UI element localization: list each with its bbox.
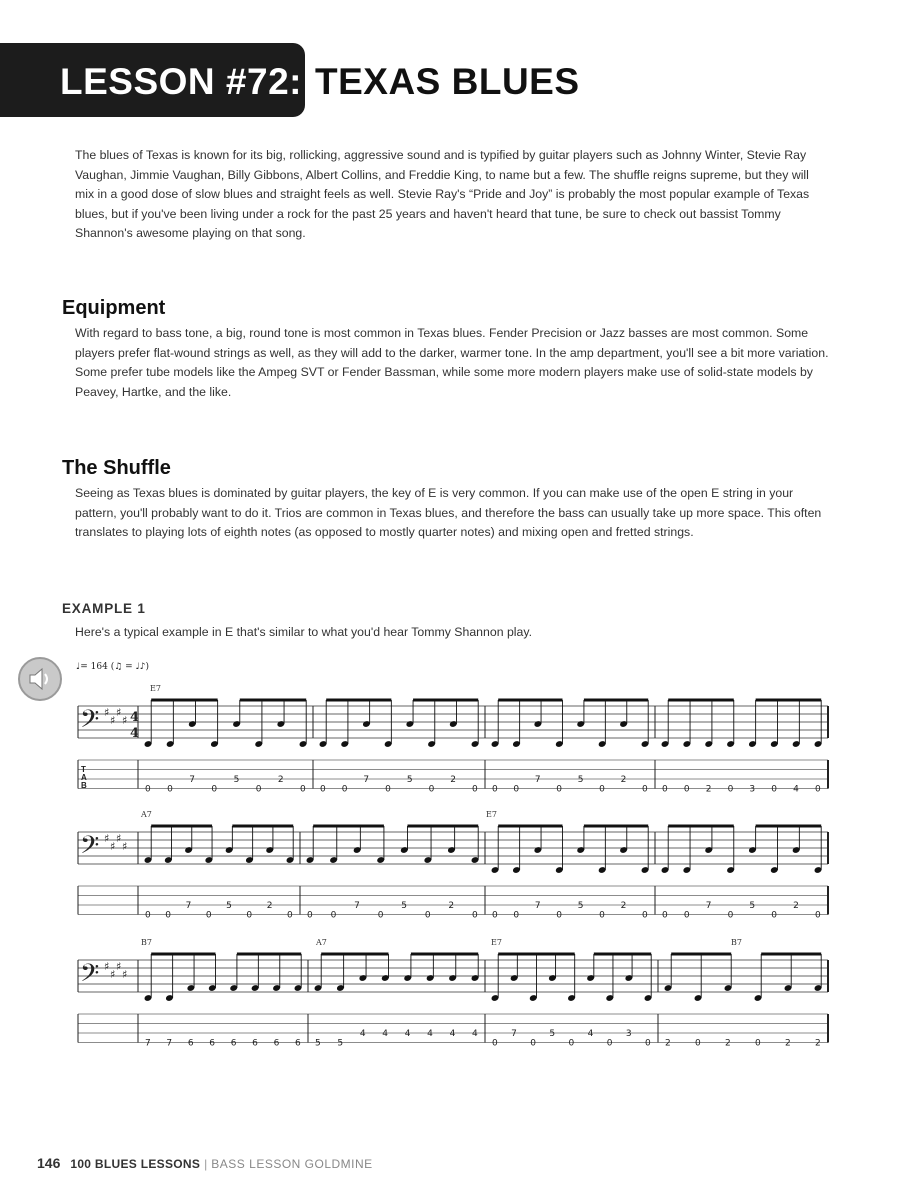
tab-fret-number: 2 <box>620 775 627 785</box>
tab-fret-number: 0 <box>165 910 172 921</box>
key-signature-sharp: ♯ <box>104 706 110 719</box>
tab-fret-number: 0 <box>492 1038 498 1049</box>
tab-fret-number: 4 <box>793 784 799 795</box>
chord-symbol: B7 <box>141 938 152 947</box>
tab-fret-number: 0 <box>683 910 690 921</box>
bass-clef: 𝄢 <box>80 705 100 740</box>
tab-fret-number: 7 <box>354 901 360 911</box>
tab-fret-number: 0 <box>815 784 821 795</box>
tab-fret-number: 4 <box>472 1029 478 1039</box>
tab-fret-number: 0 <box>556 784 563 795</box>
tab-fret-number: 5 <box>749 901 756 911</box>
key-signature-sharp: ♯ <box>122 968 128 981</box>
tab-fret-number: 6 <box>230 1038 237 1049</box>
chord-symbol: E7 <box>486 810 497 819</box>
tab-fret-number: 0 <box>530 1038 536 1049</box>
tab-fret-number: 4 <box>359 1029 366 1039</box>
tab-fret-number: 0 <box>320 784 326 795</box>
tab-fret-number: 0 <box>472 910 478 921</box>
book-title: 100 BLUES LESSONS <box>70 1157 201 1171</box>
tab-fret-number: 0 <box>377 910 384 921</box>
tab-fret-number: 0 <box>424 910 431 921</box>
tab-fret-number: 0 <box>300 784 306 795</box>
lesson-number: LESSON #72: <box>60 61 302 102</box>
tab-fret-number: 3 <box>749 784 756 795</box>
tab-fret-number: 0 <box>642 910 648 921</box>
intro-paragraph: The blues of Texas is known for its big, rollicking, aggressive sound and is typified by guitar players such as Johnny Winter, Stevie Ray Vaughan, Jimmie Vaughan, Billy Gibbons, Albert Collins, and Freddie King, to name but a few. The shuffle reigns supreme, but they will mix in a good dose of slow blues and straight feels as well. Stevie Ray's “Pride and Joy” is probably the most popular example of Texas blues, but if you've been living under a rock for the past 25 years and haven't heard that tune, be sure to check out bassist Tommy Shannon's awesome playing on that song. <box>75 148 810 240</box>
tab-fret-number: 4 <box>449 1029 456 1039</box>
chord-symbol: E7 <box>150 684 161 693</box>
tab-fret-number: 5 <box>406 775 413 785</box>
tab-fret-number: 0 <box>513 910 520 921</box>
equipment-paragraph: With regard to bass tone, a big, round tone is most common in Texas blues. Fender Precision or Jazz basses are most common. Some players prefer flat-wound strings as well, as they will add to the darker, warmer tone. In the amp department, you'll see a bit more variation. Some prefer tube models like the Ampeg SVT or Fender Bassman, while some more modern players make use of solid-state models by Peavey, Hartke, and the like. <box>75 326 829 399</box>
tab-fret-number: 6 <box>209 1038 216 1049</box>
tab-fret-number: 7 <box>363 775 370 785</box>
series-title: BASS LESSON GOLDMINE <box>211 1157 373 1171</box>
tab-fret-number: 0 <box>428 784 435 795</box>
tab-fret-number: 2 <box>785 1038 791 1049</box>
tab-fret-number: 0 <box>211 784 218 795</box>
tab-fret-number: 2 <box>725 1038 731 1049</box>
tab-clef: T <box>81 765 86 774</box>
tab-clef: A <box>81 773 87 782</box>
tab-fret-number: 5 <box>549 1029 556 1039</box>
tab-fret-number: 5 <box>226 901 232 911</box>
equipment-heading: Equipment <box>62 297 166 319</box>
key-signature-sharp: ♯ <box>104 960 110 973</box>
lesson-title: TEXAS BLUES <box>315 61 580 102</box>
tab-fret-number: 2 <box>620 901 627 911</box>
shuffle-paragraph: Seeing as Texas blues is dominated by guitar players, the key of E is very common. If you can make use of the open E string in your pattern, you'll probably want to do it. Trios are common in Texas blues, and therefore the bass can usually take up more space. This often translates to playing lots of eighth notes (as opposed to mostly quarter notes) and mixing open and fretted strings. <box>75 486 822 539</box>
tab-fret-number: 7 <box>534 775 541 785</box>
tab-fret-number: 4 <box>382 1029 389 1039</box>
tab-fret-number: 7 <box>166 1038 173 1049</box>
tab-clef: B <box>81 781 87 790</box>
tab-fret-number: 0 <box>287 910 293 921</box>
shuffle-heading: The Shuffle <box>62 457 171 479</box>
tab-fret-number: 0 <box>568 1038 575 1049</box>
tab-fret-number: 7 <box>189 775 196 785</box>
tab-fret-number: 2 <box>793 901 799 911</box>
tab-fret-number: 0 <box>606 1038 613 1049</box>
tab-fret-number: 0 <box>556 910 563 921</box>
key-signature-sharp: ♯ <box>122 714 128 727</box>
tab-fret-number: 5 <box>577 901 584 911</box>
tab-fret-number: 0 <box>492 910 498 921</box>
tab-fret-number: 0 <box>385 784 391 795</box>
tab-fret-number: 7 <box>185 901 192 911</box>
bass-clef: 𝄢 <box>80 831 100 866</box>
tab-fret-number: 2 <box>277 775 284 785</box>
tab-fret-number: 0 <box>341 784 348 795</box>
tab-fret-number: 0 <box>771 784 778 795</box>
tab-fret-number: 0 <box>492 784 498 795</box>
tab-fret-number: 5 <box>337 1038 344 1049</box>
tab-fret-number: 0 <box>727 784 734 795</box>
tab-fret-number: 6 <box>295 1038 301 1049</box>
tab-fret-number: 5 <box>233 775 240 785</box>
tab-fret-number: 6 <box>273 1038 280 1049</box>
chord-symbol: E7 <box>491 938 502 947</box>
chord-symbol: A7 <box>141 810 152 819</box>
tab-fret-number: 0 <box>683 784 690 795</box>
tab-fret-number: 2 <box>448 901 455 911</box>
tab-fret-number: 0 <box>755 1038 761 1049</box>
tab-fret-number: 0 <box>599 910 605 921</box>
key-signature-sharp: ♯ <box>116 832 122 845</box>
page-number: 146 <box>37 1155 61 1171</box>
tab-fret-number: 0 <box>145 910 151 921</box>
tab-fret-number: 7 <box>705 901 712 911</box>
tab-fret-number: 7 <box>534 901 541 911</box>
tab-fret-number: 0 <box>246 910 253 921</box>
tab-fret-number: 2 <box>705 784 712 795</box>
tab-fret-number: 0 <box>330 910 337 921</box>
time-signature: 4 <box>130 726 140 741</box>
tab-fret-number: 0 <box>815 910 821 921</box>
tab-fret-number: 5 <box>577 775 584 785</box>
tempo-marking: ♩= 164 (♫ = ♩♪) <box>76 662 150 672</box>
key-signature-sharp: ♯ <box>110 714 116 727</box>
tab-fret-number: 0 <box>472 784 478 795</box>
page-footer <box>37 1155 373 1171</box>
tab-fret-number: 0 <box>255 784 262 795</box>
tab-fret-number: 5 <box>401 901 408 911</box>
key-signature-sharp: ♯ <box>110 840 116 853</box>
tab-fret-number: 7 <box>145 1038 151 1049</box>
tab-fret-number: 7 <box>511 1029 517 1039</box>
tab-fret-number: 0 <box>307 910 313 921</box>
tab-fret-number: 0 <box>662 910 668 921</box>
tab-fret-number: 5 <box>315 1038 321 1049</box>
chord-symbol: A7 <box>316 938 327 947</box>
tab-fret-number: 0 <box>662 784 668 795</box>
key-signature-sharp: ♯ <box>116 960 122 973</box>
chord-symbol: B7 <box>731 938 742 947</box>
tab-fret-number: 2 <box>815 1038 821 1049</box>
key-signature-sharp: ♯ <box>122 840 128 853</box>
key-signature-sharp: ♯ <box>116 706 122 719</box>
example-description: Here's a typical example in E that's similar to what you'd hear Tommy Shannon play. <box>75 625 533 639</box>
tab-fret-number: 0 <box>145 784 151 795</box>
tab-fret-number: 2 <box>266 901 273 911</box>
tab-fret-number: 6 <box>252 1038 258 1049</box>
tab-fret-number: 4 <box>587 1029 594 1039</box>
tab-fret-number: 0 <box>645 1038 651 1049</box>
key-signature-sharp: ♯ <box>104 832 110 845</box>
tab-fret-number: 4 <box>427 1029 433 1039</box>
tab-fret-number: 0 <box>167 784 173 795</box>
bass-clef: 𝄢 <box>80 959 100 994</box>
tab-fret-number: 2 <box>665 1038 671 1049</box>
footer-separator: | <box>204 1157 208 1171</box>
tab-fret-number: 2 <box>450 775 457 785</box>
tab-fret-number: 0 <box>642 784 648 795</box>
tab-fret-number: 3 <box>625 1029 632 1039</box>
tab-fret-number: 0 <box>205 910 212 921</box>
key-signature-sharp: ♯ <box>110 968 116 981</box>
tab-fret-number: 0 <box>599 784 605 795</box>
tab-fret-number: 0 <box>727 910 734 921</box>
example-label: EXAMPLE 1 <box>62 601 146 616</box>
tab-fret-number: 6 <box>187 1038 194 1049</box>
tab-fret-number: 0 <box>513 784 520 795</box>
tab-fret-number: 0 <box>771 910 778 921</box>
tab-fret-number: 0 <box>695 1038 701 1049</box>
tab-fret-number: 4 <box>404 1029 411 1039</box>
time-signature: 4 <box>130 710 140 725</box>
